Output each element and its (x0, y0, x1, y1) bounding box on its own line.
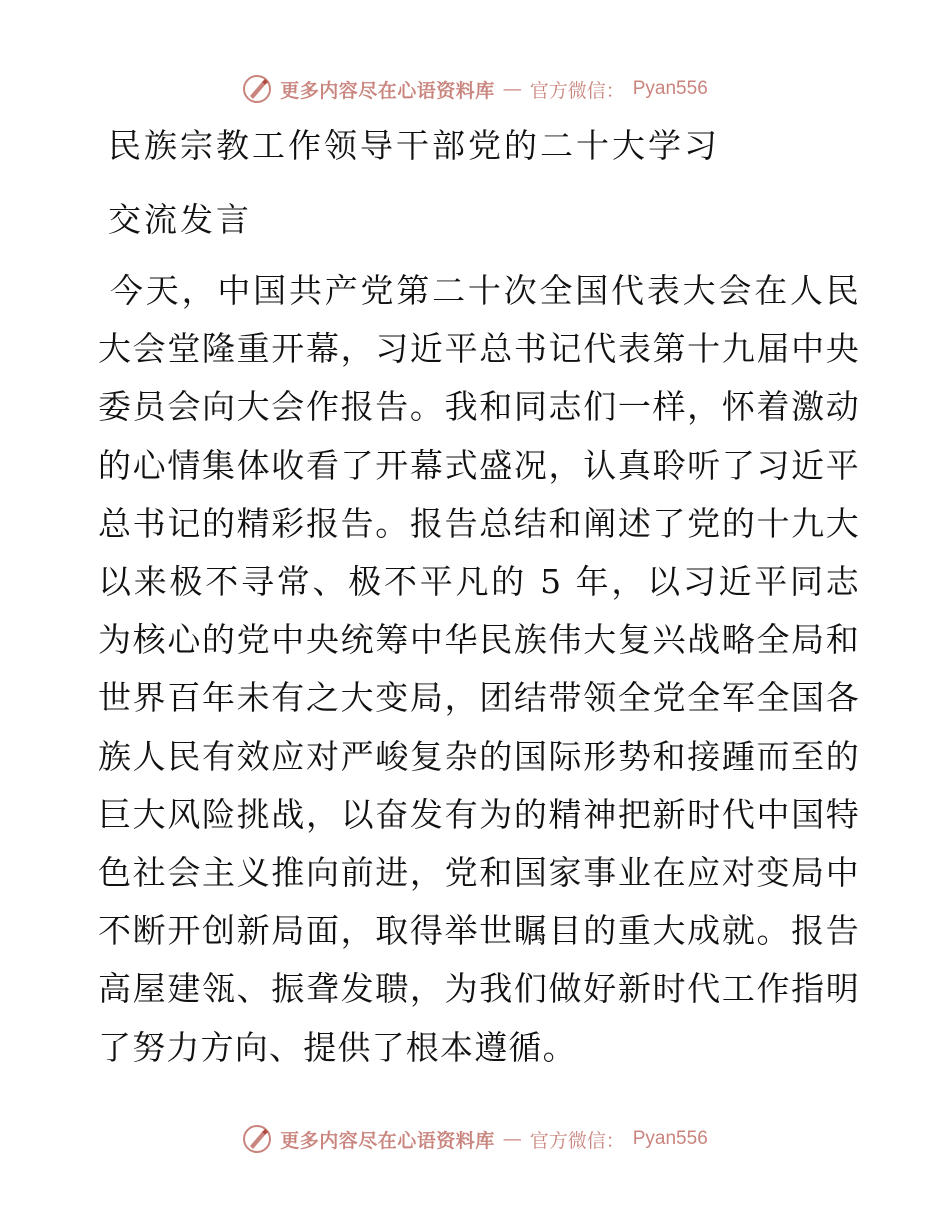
footer-watermark (0, 1124, 950, 1154)
watermark-sub: 官方微信： (529, 79, 625, 102)
body-paragraph: 今天，中国共产党第二十次全国代表大会在人民大会堂隆重开幕，习近平总书记代表第十九届中央委员会向大会作报告。我和同志们一样，怀着激动的心情集体收看了开幕式盛况，认真聆听了习近平总书记的精彩报告。报告总结和阐述了党的十九大以来极不寻常、极不平凡的 5 年，以习近平同志为核心的党中央统筹中华民族伟大复兴战略全局和世界百年未有之大变局，团结带领全党全军全国各族人民有效应对严峻复杂的国际形势和接踵而至的巨大风险挑战，以奋发有为的精神把新时代中国特色社会主义推向前进，党和国家事业在应对变局中不断开创新局面，取得举世瞩目的重大成就。报告高屋建瓴、振聋发聩，为我们做好新时代工作指明了努力方向、提供了根本遵循。 (98, 271, 860, 1067)
document-subtitle: 交流发言 (108, 200, 252, 239)
watermark-id: Pyan556 (632, 78, 708, 99)
watermark-dash: — (502, 78, 522, 100)
watermark-brand: 更多内容尽在心语资料库 (280, 79, 495, 102)
pen-logo-icon (242, 1124, 272, 1154)
header-watermark (0, 74, 950, 104)
watermark-sub: 官方微信： (529, 1129, 625, 1152)
document-title: 民族宗教工作领导干部党的二十大学习 (108, 126, 720, 165)
watermark-brand: 更多内容尽在心语资料库 (280, 1129, 495, 1152)
pen-logo-icon (242, 74, 272, 104)
watermark-id: Pyan556 (632, 1128, 708, 1149)
watermark-dash: — (502, 1128, 522, 1150)
